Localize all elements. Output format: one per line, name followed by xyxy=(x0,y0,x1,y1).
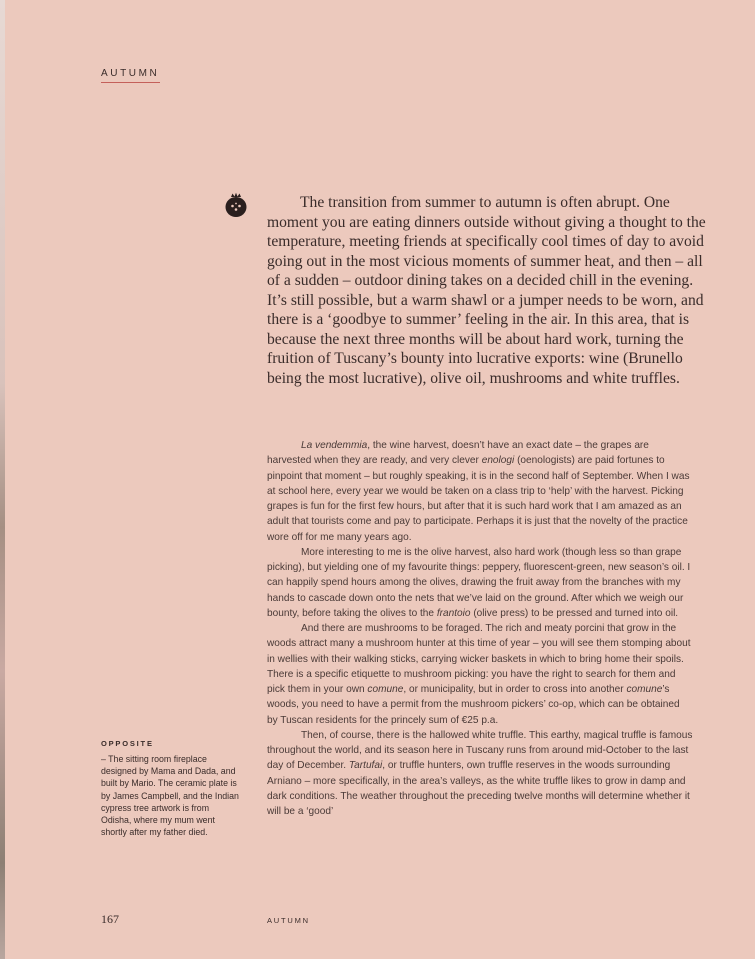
pomegranate-icon xyxy=(224,192,248,218)
adjacent-page-photo-edge xyxy=(0,0,5,959)
section-heading: AUTUMN xyxy=(101,68,160,79)
section-heading-underline xyxy=(101,82,160,83)
caption-label: OPPOSITE xyxy=(101,739,154,748)
paragraph-mushrooms: And there are mushrooms to be foraged. The rich and meaty porcini that grow in the woods attract many a mushroom hunter at this time of year – you will see them stomping about in wellies with their walking sticks, carrying wicker baskets in which to bring home their spoils. There is a specific etiquette to mushroom picking: you have the right to search for them and pick them in your own comune, or municipality, but in order to cross into another comune’s woods, you need to have a permit from the mushroom pickers’ co-op, which can be obtained by Tuscan residents for the princely sum of €25 p.a. xyxy=(267,623,691,726)
paragraph-white-truffle: Then, of course, there is the hallowed white truffle. This earthy, magical truffle is famous throughout the world, and its season here in Tuscany runs from around mid-October to the last day of December. Tartufai, or truffle hunters, own truffle reserves in the woods surrounding Arniano – more specifically, in the area’s valleys, as the white truffle likes to grow in damp and dark conditions. The weather throughout the preceding twelve months will determine whether it will be a ‘good’ xyxy=(267,729,693,817)
paragraph-wine-harvest: La vendemmia, the wine harvest, doesn’t have an exact date – the grapes are harvested when they are ready, and very clever enologi (oenologists) are paid fortunes to pinpoint that moment – but roughly speaking, it is in the second half of September. When I was at school here, every year we would be taken on a class trip to ‘help’ with the harvest. Picking grapes is fun for the first few hours, but after that it is such hard work that I am amazed as an adult that tourists come and pay to participate. Perhaps it is just that the novelty of the practice wore off for me many years ago. xyxy=(267,440,690,543)
photo-caption: – The sitting room fireplace designed by Mama and Dada, and built by Mario. The ceramic plate is by James Campbell, and the Indian cypress tree artwork is from Odisha, where my mum went shortly after my father died. xyxy=(101,754,239,838)
page-number: 167 xyxy=(101,912,119,926)
lead-paragraph: The transition from summer to autumn is often abrupt. One moment you are eating dinners outside without giving a thought to the temperature, meeting friends at specifically cool times of day to avoid going out in the most vicious moments of summer heat, and then – all of a sudden – outdoor dining takes on a decided chill in the evening. It’s still possible, but a warm shawl or a jumper needs to be worn, and there is a ‘goodbye to summer’ feeling in the air. In this area, that is because the next three months will be about hard work, turning the fruition of Tuscany’s bounty into lucrative exports: wine (Brunello being the most lucrative), olive oil, mushrooms and white truffles. xyxy=(267,194,706,387)
running-footer: AUTUMN xyxy=(267,916,310,925)
body-text xyxy=(267,438,693,819)
paragraph-olive-harvest: More interesting to me is the olive harvest, also hard work (though less so than grape picking), but yielding one of my favourite things: peppery, fluorescent-green, new season’s oil. I can happily spend hours among the olives, drawing the fruit away from the branches with my hands to cascade down onto the nets that we’ve laid on the ground. After which we weigh our bounty, before taking the olives to the frantoio (olive press) to be pressed and turned into oil. xyxy=(267,546,691,619)
